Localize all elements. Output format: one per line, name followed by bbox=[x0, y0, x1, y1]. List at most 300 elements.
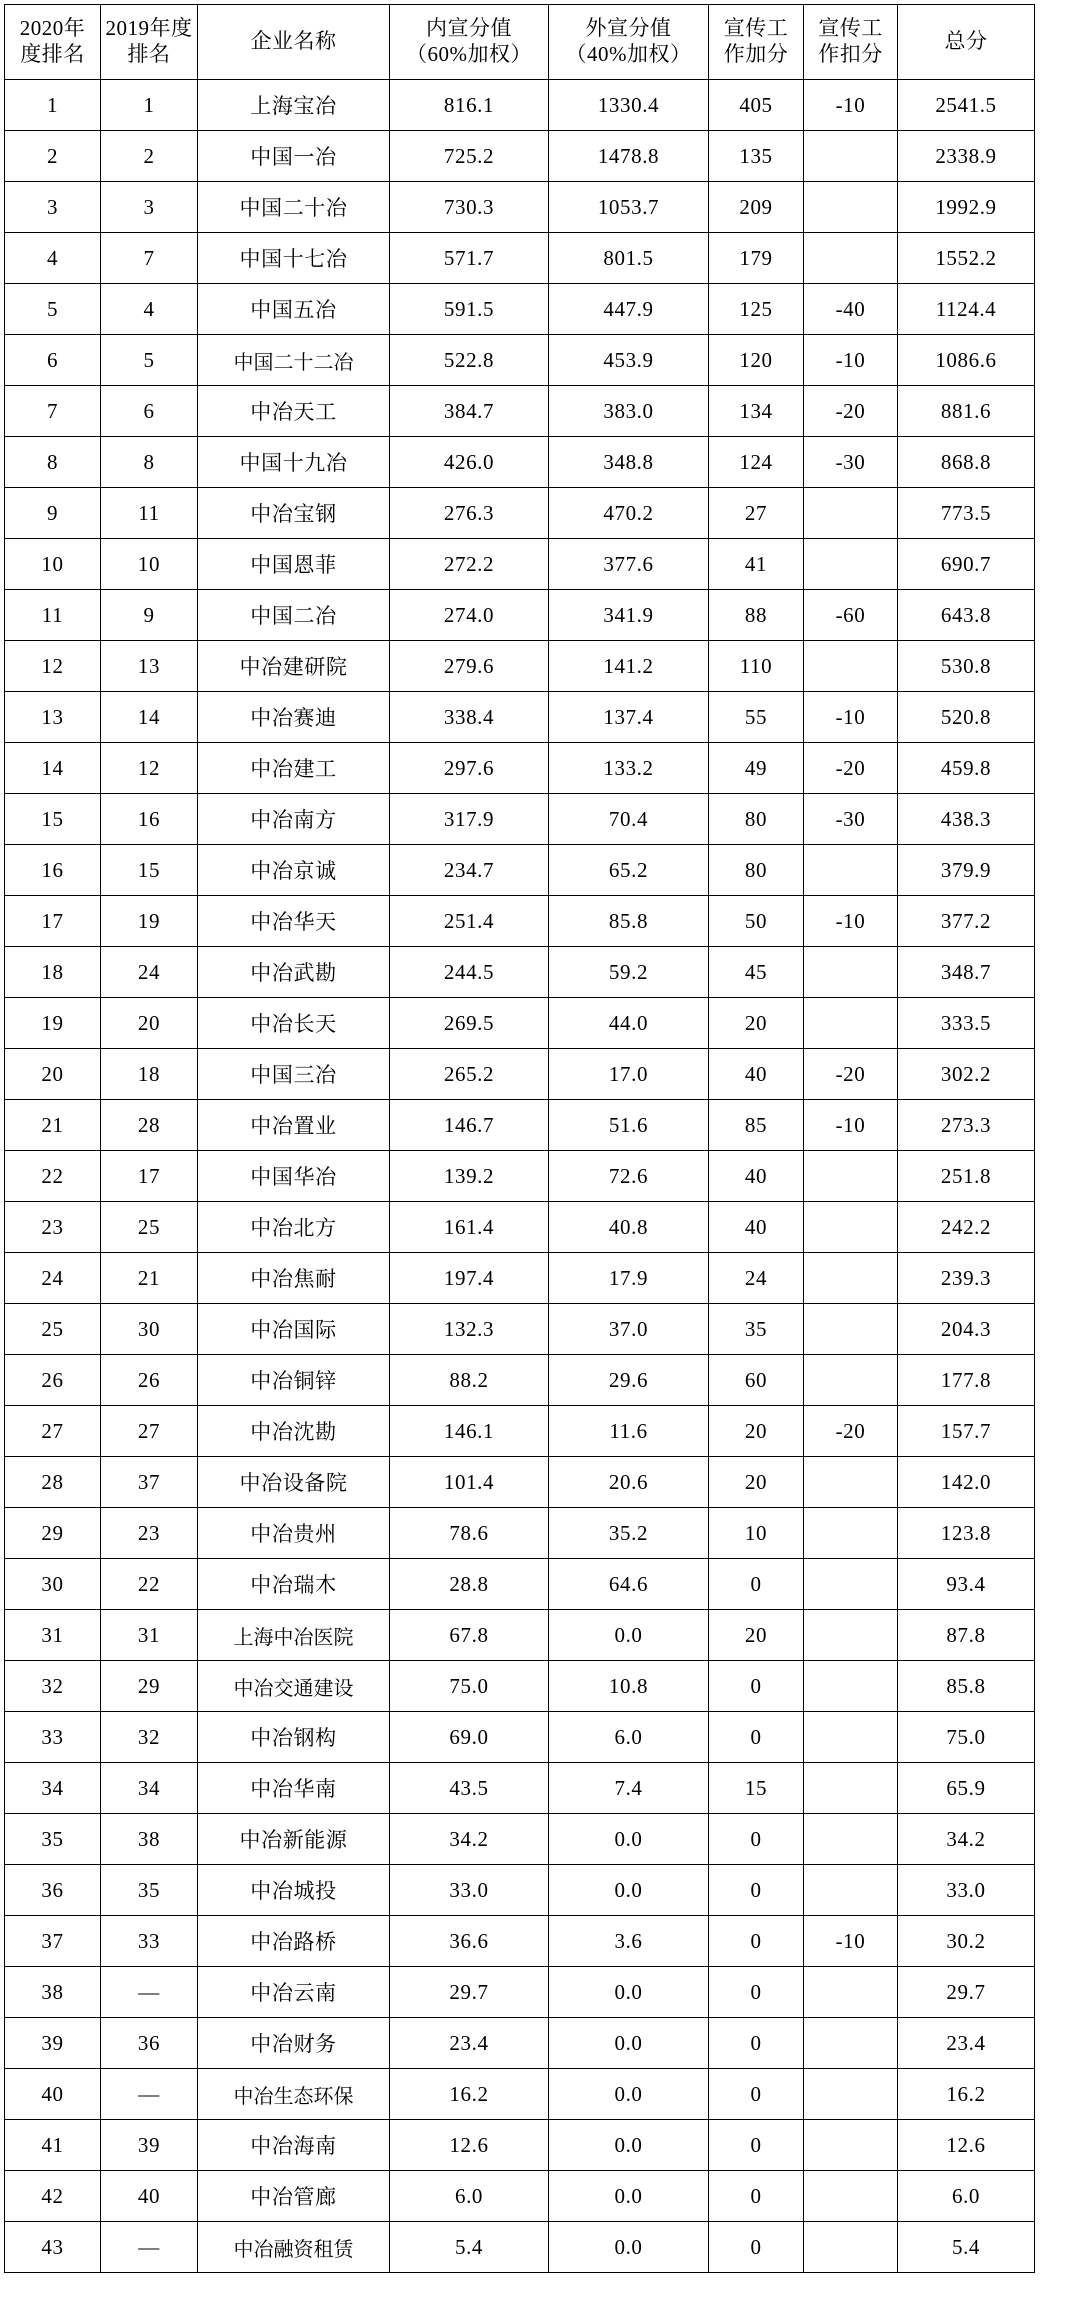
cell-company-name: 中冶南方 bbox=[198, 794, 390, 845]
header-line-1: 2019年度 bbox=[105, 16, 193, 41]
cell-internal-score: 591.5 bbox=[390, 284, 549, 335]
column-header-total bbox=[898, 5, 1035, 80]
cell-total: 348.7 bbox=[898, 947, 1035, 998]
cell-bonus: 0 bbox=[709, 1865, 804, 1916]
cell-company-name: 中冶置业 bbox=[198, 1100, 390, 1151]
cell-deduction bbox=[804, 2018, 898, 2069]
column-header-external-score bbox=[549, 5, 709, 80]
cell-company-name: 中国十九冶 bbox=[198, 437, 390, 488]
cell-total: 16.2 bbox=[898, 2069, 1035, 2120]
cell-deduction bbox=[804, 1865, 898, 1916]
table-row bbox=[5, 284, 1035, 335]
table-row bbox=[5, 488, 1035, 539]
table-row bbox=[5, 233, 1035, 284]
cell-company-name: 中国三冶 bbox=[198, 1049, 390, 1100]
cell-internal-score: 274.0 bbox=[390, 590, 549, 641]
cell-rank-2019: 21 bbox=[101, 1253, 198, 1304]
table-row bbox=[5, 1967, 1035, 2018]
header-line-1: 2020年 bbox=[19, 16, 86, 41]
cell-bonus: 0 bbox=[709, 2222, 804, 2273]
table-row bbox=[5, 335, 1035, 386]
cell-external-score: 0.0 bbox=[549, 1610, 709, 1661]
cell-company-name: 中国华冶 bbox=[198, 1151, 390, 1202]
cell-company-name: 中冶华南 bbox=[198, 1763, 390, 1814]
cell-rank-2020: 11 bbox=[5, 590, 101, 641]
cell-external-score: 35.2 bbox=[549, 1508, 709, 1559]
cell-rank-2020: 3 bbox=[5, 182, 101, 233]
cell-bonus: 24 bbox=[709, 1253, 804, 1304]
cell-bonus: 10 bbox=[709, 1508, 804, 1559]
cell-internal-score: 730.3 bbox=[390, 182, 549, 233]
cell-rank-2020: 32 bbox=[5, 1661, 101, 1712]
cell-external-score: 11.6 bbox=[549, 1406, 709, 1457]
column-header-bonus bbox=[709, 5, 804, 80]
cell-company-name: 上海中冶医院 bbox=[198, 1610, 390, 1661]
table-row bbox=[5, 1457, 1035, 1508]
header-line-2: 作扣分 bbox=[818, 42, 883, 66]
cell-total: 2338.9 bbox=[898, 131, 1035, 182]
table-row bbox=[5, 2120, 1035, 2171]
cell-bonus: 0 bbox=[709, 1916, 804, 1967]
cell-rank-2019: 19 bbox=[101, 896, 198, 947]
cell-bonus: 134 bbox=[709, 386, 804, 437]
cell-rank-2020: 24 bbox=[5, 1253, 101, 1304]
cell-internal-score: 522.8 bbox=[390, 335, 549, 386]
table-row bbox=[5, 80, 1035, 131]
header-line-1: 企业名称 bbox=[250, 29, 337, 54]
cell-rank-2020: 26 bbox=[5, 1355, 101, 1406]
table-row bbox=[5, 1814, 1035, 1865]
cell-bonus: 0 bbox=[709, 1967, 804, 2018]
cell-internal-score: 161.4 bbox=[390, 1202, 549, 1253]
cell-external-score: 341.9 bbox=[549, 590, 709, 641]
cell-total: 123.8 bbox=[898, 1508, 1035, 1559]
cell-external-score: 1053.7 bbox=[549, 182, 709, 233]
cell-bonus: 85 bbox=[709, 1100, 804, 1151]
cell-company-name: 中国二十二冶 bbox=[198, 335, 390, 386]
table-row bbox=[5, 539, 1035, 590]
cell-total: 333.5 bbox=[898, 998, 1035, 1049]
table-row bbox=[5, 641, 1035, 692]
cell-deduction bbox=[804, 1661, 898, 1712]
cell-external-score: 65.2 bbox=[549, 845, 709, 896]
cell-internal-score: 251.4 bbox=[390, 896, 549, 947]
cell-internal-score: 132.3 bbox=[390, 1304, 549, 1355]
cell-bonus: 45 bbox=[709, 947, 804, 998]
table-row bbox=[5, 1865, 1035, 1916]
cell-deduction bbox=[804, 2120, 898, 2171]
cell-company-name: 中冶铜锌 bbox=[198, 1355, 390, 1406]
cell-external-score: 447.9 bbox=[549, 284, 709, 335]
cell-total: 204.3 bbox=[898, 1304, 1035, 1355]
cell-deduction bbox=[804, 1151, 898, 1202]
cell-total: 1124.4 bbox=[898, 284, 1035, 335]
cell-external-score: 51.6 bbox=[549, 1100, 709, 1151]
ranking-table bbox=[4, 4, 1035, 2273]
cell-rank-2019: 7 bbox=[101, 233, 198, 284]
cell-rank-2020: 7 bbox=[5, 386, 101, 437]
cell-internal-score: 279.6 bbox=[390, 641, 549, 692]
cell-internal-score: 34.2 bbox=[390, 1814, 549, 1865]
cell-deduction: -30 bbox=[804, 437, 898, 488]
cell-company-name: 中冶京诚 bbox=[198, 845, 390, 896]
cell-bonus: 179 bbox=[709, 233, 804, 284]
cell-company-name: 中冶赛迪 bbox=[198, 692, 390, 743]
header-line-1: 内宣分值 bbox=[426, 16, 512, 41]
cell-internal-score: 317.9 bbox=[390, 794, 549, 845]
cell-company-name: 中冶建研院 bbox=[198, 641, 390, 692]
cell-external-score: 141.2 bbox=[549, 641, 709, 692]
cell-internal-score: 197.4 bbox=[390, 1253, 549, 1304]
cell-bonus: 55 bbox=[709, 692, 804, 743]
cell-bonus: 20 bbox=[709, 1406, 804, 1457]
cell-deduction: -30 bbox=[804, 794, 898, 845]
cell-company-name: 中国二冶 bbox=[198, 590, 390, 641]
table-row bbox=[5, 1916, 1035, 1967]
table-row bbox=[5, 1304, 1035, 1355]
cell-internal-score: 75.0 bbox=[390, 1661, 549, 1712]
table-row bbox=[5, 1202, 1035, 1253]
cell-bonus: 88 bbox=[709, 590, 804, 641]
cell-deduction bbox=[804, 1304, 898, 1355]
cell-total: 12.6 bbox=[898, 2120, 1035, 2171]
cell-rank-2019: 37 bbox=[101, 1457, 198, 1508]
cell-deduction bbox=[804, 1355, 898, 1406]
cell-rank-2020: 42 bbox=[5, 2171, 101, 2222]
cell-bonus: 0 bbox=[709, 1661, 804, 1712]
cell-total: 6.0 bbox=[898, 2171, 1035, 2222]
table-row bbox=[5, 1661, 1035, 1712]
cell-rank-2019: 39 bbox=[101, 2120, 198, 2171]
cell-internal-score: 6.0 bbox=[390, 2171, 549, 2222]
cell-rank-2019: 20 bbox=[101, 998, 198, 1049]
cell-deduction bbox=[804, 1559, 898, 1610]
cell-internal-score: 139.2 bbox=[390, 1151, 549, 1202]
cell-deduction bbox=[804, 1763, 898, 1814]
cell-company-name: 中冶天工 bbox=[198, 386, 390, 437]
cell-rank-2020: 16 bbox=[5, 845, 101, 896]
table-row bbox=[5, 2222, 1035, 2273]
cell-company-name: 中国十七冶 bbox=[198, 233, 390, 284]
cell-rank-2019: 22 bbox=[101, 1559, 198, 1610]
cell-rank-2020: 38 bbox=[5, 1967, 101, 2018]
cell-internal-score: 78.6 bbox=[390, 1508, 549, 1559]
cell-rank-2020: 29 bbox=[5, 1508, 101, 1559]
cell-deduction bbox=[804, 1508, 898, 1559]
cell-rank-2020: 37 bbox=[5, 1916, 101, 1967]
table-row bbox=[5, 1253, 1035, 1304]
header-line-1: 宣传工 bbox=[818, 16, 883, 41]
cell-external-score: 72.6 bbox=[549, 1151, 709, 1202]
cell-rank-2019: 38 bbox=[101, 1814, 198, 1865]
table-row bbox=[5, 947, 1035, 998]
cell-rank-2019: — bbox=[101, 2069, 198, 2120]
cell-total: 377.2 bbox=[898, 896, 1035, 947]
cell-deduction bbox=[804, 1814, 898, 1865]
cell-rank-2020: 43 bbox=[5, 2222, 101, 2273]
cell-external-score: 0.0 bbox=[549, 2171, 709, 2222]
cell-bonus: 27 bbox=[709, 488, 804, 539]
cell-external-score: 44.0 bbox=[549, 998, 709, 1049]
cell-total: 530.8 bbox=[898, 641, 1035, 692]
table-row bbox=[5, 386, 1035, 437]
cell-bonus: 20 bbox=[709, 998, 804, 1049]
cell-external-score: 137.4 bbox=[549, 692, 709, 743]
cell-company-name: 中冶宝钢 bbox=[198, 488, 390, 539]
cell-bonus: 125 bbox=[709, 284, 804, 335]
cell-external-score: 17.0 bbox=[549, 1049, 709, 1100]
cell-company-name: 上海宝冶 bbox=[198, 80, 390, 131]
cell-deduction bbox=[804, 1967, 898, 2018]
cell-rank-2019: 14 bbox=[101, 692, 198, 743]
table-body bbox=[5, 80, 1035, 2273]
table-row bbox=[5, 1406, 1035, 1457]
cell-external-score: 0.0 bbox=[549, 1865, 709, 1916]
cell-total: 438.3 bbox=[898, 794, 1035, 845]
cell-company-name: 中冶焦耐 bbox=[198, 1253, 390, 1304]
cell-company-name: 中冶国际 bbox=[198, 1304, 390, 1355]
cell-total: 23.4 bbox=[898, 2018, 1035, 2069]
cell-external-score: 20.6 bbox=[549, 1457, 709, 1508]
cell-rank-2019: 1 bbox=[101, 80, 198, 131]
cell-company-name: 中冶交通建设 bbox=[198, 1661, 390, 1712]
cell-rank-2020: 31 bbox=[5, 1610, 101, 1661]
cell-bonus: 60 bbox=[709, 1355, 804, 1406]
cell-rank-2020: 28 bbox=[5, 1457, 101, 1508]
cell-rank-2019: 5 bbox=[101, 335, 198, 386]
cell-bonus: 209 bbox=[709, 182, 804, 233]
cell-total: 643.8 bbox=[898, 590, 1035, 641]
cell-external-score: 6.0 bbox=[549, 1712, 709, 1763]
cell-bonus: 41 bbox=[709, 539, 804, 590]
cell-rank-2019: — bbox=[101, 1967, 198, 2018]
cell-bonus: 110 bbox=[709, 641, 804, 692]
header-line-2: （60%加权） bbox=[406, 42, 532, 66]
cell-company-name: 中冶路桥 bbox=[198, 1916, 390, 1967]
cell-deduction: -10 bbox=[804, 896, 898, 947]
table-row bbox=[5, 590, 1035, 641]
cell-internal-score: 69.0 bbox=[390, 1712, 549, 1763]
column-header-deduction bbox=[804, 5, 898, 80]
cell-external-score: 3.6 bbox=[549, 1916, 709, 1967]
cell-rank-2019: 4 bbox=[101, 284, 198, 335]
cell-company-name: 中冶新能源 bbox=[198, 1814, 390, 1865]
cell-company-name: 中冶贵州 bbox=[198, 1508, 390, 1559]
cell-deduction bbox=[804, 2069, 898, 2120]
cell-rank-2019: 2 bbox=[101, 131, 198, 182]
cell-deduction: -10 bbox=[804, 692, 898, 743]
cell-deduction bbox=[804, 845, 898, 896]
cell-rank-2020: 12 bbox=[5, 641, 101, 692]
cell-company-name: 中冶沈勘 bbox=[198, 1406, 390, 1457]
cell-external-score: 453.9 bbox=[549, 335, 709, 386]
cell-company-name: 中冶城投 bbox=[198, 1865, 390, 1916]
cell-rank-2019: 31 bbox=[101, 1610, 198, 1661]
cell-rank-2020: 39 bbox=[5, 2018, 101, 2069]
cell-rank-2019: 8 bbox=[101, 437, 198, 488]
cell-total: 142.0 bbox=[898, 1457, 1035, 1508]
cell-deduction bbox=[804, 1457, 898, 1508]
cell-total: 34.2 bbox=[898, 1814, 1035, 1865]
cell-rank-2020: 34 bbox=[5, 1763, 101, 1814]
cell-internal-score: 571.7 bbox=[390, 233, 549, 284]
cell-total: 1552.2 bbox=[898, 233, 1035, 284]
cell-bonus: 40 bbox=[709, 1049, 804, 1100]
cell-bonus: 0 bbox=[709, 2171, 804, 2222]
cell-deduction bbox=[804, 1610, 898, 1661]
cell-internal-score: 725.2 bbox=[390, 131, 549, 182]
cell-rank-2020: 41 bbox=[5, 2120, 101, 2171]
column-header-rank-2020 bbox=[5, 5, 101, 80]
table-row bbox=[5, 2069, 1035, 2120]
cell-external-score: 85.8 bbox=[549, 896, 709, 947]
cell-rank-2019: 33 bbox=[101, 1916, 198, 1967]
header-line-2: （40%加权） bbox=[565, 42, 692, 66]
cell-company-name: 中冶武勘 bbox=[198, 947, 390, 998]
table-row bbox=[5, 1151, 1035, 1202]
cell-total: 65.9 bbox=[898, 1763, 1035, 1814]
cell-rank-2019: 18 bbox=[101, 1049, 198, 1100]
cell-company-name: 中冶建工 bbox=[198, 743, 390, 794]
header-line-2: 作加分 bbox=[723, 42, 789, 66]
cell-internal-score: 816.1 bbox=[390, 80, 549, 131]
cell-internal-score: 36.6 bbox=[390, 1916, 549, 1967]
cell-deduction bbox=[804, 131, 898, 182]
table-row bbox=[5, 1355, 1035, 1406]
cell-bonus: 124 bbox=[709, 437, 804, 488]
cell-rank-2019: 15 bbox=[101, 845, 198, 896]
cell-deduction: -20 bbox=[804, 386, 898, 437]
cell-total: 2541.5 bbox=[898, 80, 1035, 131]
table-row bbox=[5, 692, 1035, 743]
cell-external-score: 1478.8 bbox=[549, 131, 709, 182]
header-line-1: 总分 bbox=[944, 29, 988, 54]
cell-rank-2019: 24 bbox=[101, 947, 198, 998]
cell-company-name: 中冶生态环保 bbox=[198, 2069, 390, 2120]
cell-internal-score: 384.7 bbox=[390, 386, 549, 437]
cell-rank-2020: 4 bbox=[5, 233, 101, 284]
cell-rank-2019: 30 bbox=[101, 1304, 198, 1355]
table-row bbox=[5, 1763, 1035, 1814]
cell-rank-2020: 18 bbox=[5, 947, 101, 998]
cell-rank-2020: 8 bbox=[5, 437, 101, 488]
cell-external-score: 0.0 bbox=[549, 2069, 709, 2120]
cell-external-score: 0.0 bbox=[549, 1814, 709, 1865]
cell-external-score: 37.0 bbox=[549, 1304, 709, 1355]
cell-deduction bbox=[804, 1253, 898, 1304]
cell-total: 87.8 bbox=[898, 1610, 1035, 1661]
cell-rank-2019: 40 bbox=[101, 2171, 198, 2222]
cell-company-name: 中冶钢构 bbox=[198, 1712, 390, 1763]
cell-bonus: 20 bbox=[709, 1457, 804, 1508]
cell-rank-2020: 2 bbox=[5, 131, 101, 182]
cell-total: 459.8 bbox=[898, 743, 1035, 794]
cell-deduction: -40 bbox=[804, 284, 898, 335]
cell-rank-2019: 9 bbox=[101, 590, 198, 641]
cell-rank-2019: 26 bbox=[101, 1355, 198, 1406]
cell-rank-2019: 17 bbox=[101, 1151, 198, 1202]
cell-company-name: 中冶华天 bbox=[198, 896, 390, 947]
cell-total: 273.3 bbox=[898, 1100, 1035, 1151]
cell-company-name: 中国二十冶 bbox=[198, 182, 390, 233]
cell-rank-2020: 21 bbox=[5, 1100, 101, 1151]
table-header bbox=[5, 5, 1035, 80]
header-row bbox=[5, 5, 1035, 80]
cell-rank-2020: 35 bbox=[5, 1814, 101, 1865]
cell-external-score: 348.8 bbox=[549, 437, 709, 488]
cell-rank-2020: 6 bbox=[5, 335, 101, 386]
cell-total: 868.8 bbox=[898, 437, 1035, 488]
column-header-internal-score bbox=[390, 5, 549, 80]
cell-deduction: -10 bbox=[804, 1916, 898, 1967]
cell-rank-2019: 27 bbox=[101, 1406, 198, 1457]
cell-rank-2019: 6 bbox=[101, 386, 198, 437]
cell-rank-2020: 10 bbox=[5, 539, 101, 590]
table-row bbox=[5, 131, 1035, 182]
cell-deduction: -60 bbox=[804, 590, 898, 641]
table-row bbox=[5, 896, 1035, 947]
cell-rank-2019: 12 bbox=[101, 743, 198, 794]
column-header-rank-2019 bbox=[101, 5, 198, 80]
cell-company-name: 中冶云南 bbox=[198, 1967, 390, 2018]
cell-internal-score: 338.4 bbox=[390, 692, 549, 743]
cell-external-score: 470.2 bbox=[549, 488, 709, 539]
cell-external-score: 40.8 bbox=[549, 1202, 709, 1253]
cell-bonus: 0 bbox=[709, 1712, 804, 1763]
table-row bbox=[5, 743, 1035, 794]
cell-internal-score: 12.6 bbox=[390, 2120, 549, 2171]
cell-company-name: 中冶财务 bbox=[198, 2018, 390, 2069]
cell-external-score: 0.0 bbox=[549, 2222, 709, 2273]
header-line-2: 度排名 bbox=[20, 42, 85, 66]
table-row bbox=[5, 2018, 1035, 2069]
cell-rank-2020: 13 bbox=[5, 692, 101, 743]
cell-external-score: 1330.4 bbox=[549, 80, 709, 131]
cell-external-score: 64.6 bbox=[549, 1559, 709, 1610]
cell-total: 5.4 bbox=[898, 2222, 1035, 2273]
header-line-1: 外宣分值 bbox=[585, 16, 672, 41]
cell-bonus: 0 bbox=[709, 2069, 804, 2120]
cell-rank-2019: 36 bbox=[101, 2018, 198, 2069]
cell-rank-2020: 14 bbox=[5, 743, 101, 794]
cell-company-name: 中国一冶 bbox=[198, 131, 390, 182]
table-row bbox=[5, 2171, 1035, 2222]
cell-internal-score: 23.4 bbox=[390, 2018, 549, 2069]
cell-internal-score: 297.6 bbox=[390, 743, 549, 794]
cell-company-name: 中冶北方 bbox=[198, 1202, 390, 1253]
cell-internal-score: 265.2 bbox=[390, 1049, 549, 1100]
cell-deduction bbox=[804, 2222, 898, 2273]
cell-bonus: 120 bbox=[709, 335, 804, 386]
cell-rank-2019: — bbox=[101, 2222, 198, 2273]
cell-total: 85.8 bbox=[898, 1661, 1035, 1712]
cell-internal-score: 33.0 bbox=[390, 1865, 549, 1916]
cell-external-score: 133.2 bbox=[549, 743, 709, 794]
cell-external-score: 0.0 bbox=[549, 2018, 709, 2069]
cell-bonus: 0 bbox=[709, 2120, 804, 2171]
cell-deduction bbox=[804, 998, 898, 1049]
cell-bonus: 50 bbox=[709, 896, 804, 947]
cell-total: 690.7 bbox=[898, 539, 1035, 590]
cell-bonus: 405 bbox=[709, 80, 804, 131]
cell-bonus: 80 bbox=[709, 845, 804, 896]
cell-total: 75.0 bbox=[898, 1712, 1035, 1763]
cell-company-name: 中冶设备院 bbox=[198, 1457, 390, 1508]
cell-rank-2020: 5 bbox=[5, 284, 101, 335]
cell-rank-2019: 35 bbox=[101, 1865, 198, 1916]
cell-total: 1992.9 bbox=[898, 182, 1035, 233]
table-row bbox=[5, 1100, 1035, 1151]
